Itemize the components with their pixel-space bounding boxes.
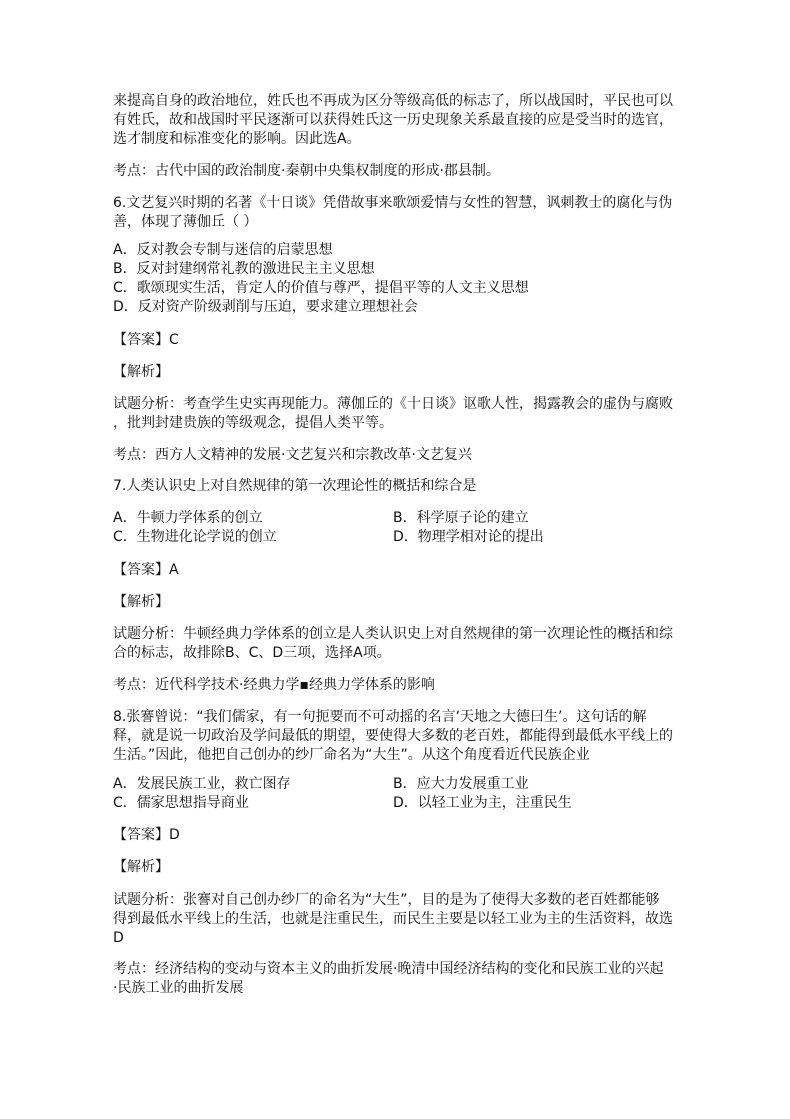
text-line: 7.人类认识史上对自然规律的第一次理论性的概括和综合是 — [113, 478, 477, 494]
q8-options — [113, 775, 693, 813]
option-row — [113, 794, 693, 813]
q8-answer — [113, 826, 693, 845]
q5-analysis-cont — [113, 92, 693, 149]
text-line: 【答案】C — [113, 332, 179, 348]
q7-question — [113, 477, 693, 496]
text-line: 【解析】 — [113, 859, 169, 875]
q6-question — [113, 194, 693, 232]
q6-analysis — [113, 395, 693, 433]
q8-analysis — [113, 891, 693, 948]
text-line: 【答案】D — [113, 827, 180, 843]
option: D．物理学相对论的提出 — [393, 529, 544, 545]
text-line: 选才制度和标准变化的影响。因此选A。 — [113, 131, 361, 147]
option: B．应大力发展重工业 — [393, 776, 529, 792]
text-line: D．反对资产阶级剥削与压迫，要求建立理想社会 — [113, 299, 418, 315]
text-line: 来提高自身的政治地位，姓氏也不再成为区分等级高低的标志了，所以战国时，平民也可以 — [113, 93, 673, 109]
text-line: ·民族工业的曲折发展 — [113, 980, 244, 996]
text-line: C．歌颂现实生活，肯定人的价值与尊严，提倡平等的人文主义思想 — [113, 280, 529, 296]
text-line: D — [113, 930, 124, 946]
text-line: 有姓氏，故和战国时平民逐渐可以获得姓氏这一历史现象关系最直接的应是受当时的选官， — [113, 112, 673, 128]
q6-answer — [113, 331, 693, 350]
q7-jiexi — [113, 593, 693, 612]
text-line: 试题分析：张謇对自己创办纱厂的命名为“大生”，目的是为了使得大多数的老百姓都能够 — [113, 892, 660, 908]
text-line: 6.文艺复兴时期的名著《十日谈》凭借故事来歌颂爱情与女性的智慧，讽刺教士的腐化与伪 — [113, 195, 673, 211]
text-line: 生活。”因此，他把自己创办的纱厂命名为“大生”。从这个角度看近代民族企业 — [113, 747, 590, 763]
q7-answer — [113, 561, 693, 580]
option: B．科学原子论的建立 — [393, 510, 529, 526]
option: A．牛顿力学体系的创立 — [113, 510, 263, 526]
q7-analysis — [113, 625, 693, 663]
q7-options — [113, 509, 693, 547]
option: A．发展民族工业，救亡图存 — [113, 776, 291, 792]
q7-kaodian — [113, 676, 693, 695]
text-line: 合的标志，故排除B、C、D三项，选择A项。 — [113, 645, 391, 661]
option-row — [113, 528, 693, 547]
text-line: 试题分析：考查学生史实再现能力。薄伽丘的《十日谈》讴歌人性，揭露教会的虚伪与腐败 — [113, 396, 673, 412]
option: D．以轻工业为主，注重民生 — [393, 795, 572, 811]
text-line: 【解析】 — [113, 594, 169, 610]
text-line: 试题分析：牛顿经典力学体系的创立是人类认识史上对自然规律的第一次理论性的概括和综 — [113, 626, 673, 642]
text-line: 【答案】A — [113, 562, 179, 578]
q6-options — [113, 241, 693, 317]
text-line: A．反对教会专制与迷信的启蒙思想 — [113, 242, 333, 258]
text-line: 考点：古代中国的政治制度·秦朝中央集权制度的形成·郡县制。 — [113, 163, 500, 179]
text-line: 考点：近代科学技术·经典力学▪经典力学体系的影响 — [113, 677, 435, 693]
option: C．生物进化论学说的创立 — [113, 529, 277, 545]
option-row — [113, 509, 693, 528]
q8-kaodian — [113, 960, 693, 998]
q5-kaodian — [113, 162, 693, 181]
text-line: B．反对封建纲常礼教的激进民主主义思想 — [113, 261, 375, 277]
text-line: 考点：经济结构的变动与资本主义的曲折发展·晚清中国经济结构的变化和民族工业的兴起 — [113, 961, 664, 977]
q8-jiexi — [113, 858, 693, 877]
option: C．儒家思想指导商业 — [113, 795, 249, 811]
text-line: 【解析】 — [113, 364, 169, 380]
q6-kaodian — [113, 446, 693, 465]
q6-jiexi — [113, 363, 693, 382]
q8-question — [113, 708, 693, 765]
text-line: 8.张謇曾说：“我们儒家，有一句扼要而不可动摇的名言‘天地之大德曰生’。这句话的解 — [113, 709, 647, 725]
text-line: 考点：西方人文精神的发展·文艺复兴和宗教改革·文艺复兴 — [113, 447, 472, 463]
text-line: ，批判封建贵族的等级观念，提倡人类平等。 — [113, 415, 393, 431]
text-line: 释，就是说一切政治及学问最低的期望，要使得大多数的老百姓，都能得到最低水平线上的 — [113, 728, 673, 744]
text-line: 善，体现了薄伽丘（ ） — [113, 214, 258, 230]
option-row — [113, 775, 693, 794]
text-line: 得到最低水平线上的生活，也就是注重民生，而民生主要是以轻工业为主的生活资料，故选 — [113, 911, 673, 927]
